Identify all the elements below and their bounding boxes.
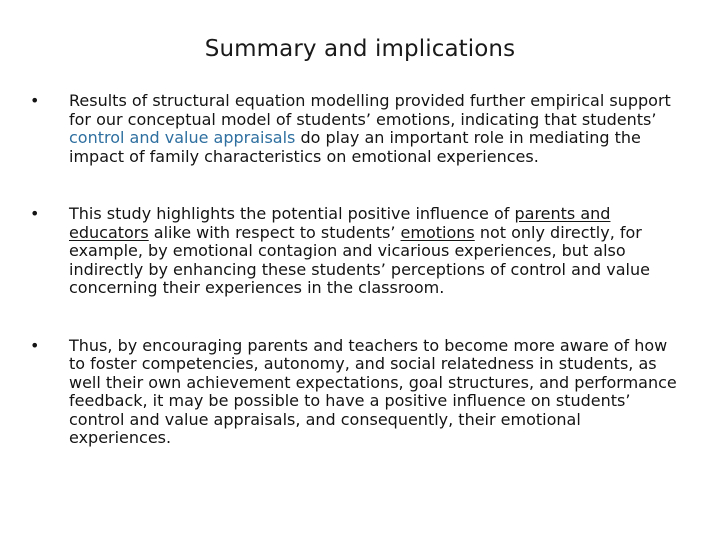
slide-title: Summary and implications — [204, 36, 516, 62]
bullet-2-text-end: not only directly, for example, by emotional contagion and vicarious experiences, but also indirectly by enhancing these students’ perceptions of control and value concerning their experiences in the classroom. — [69, 222, 650, 297]
bullet-item-1 — [30, 92, 680, 166]
bullet-2-underline-emotions: emotions — [400, 222, 475, 242]
bullet-dot-icon: • — [30, 204, 40, 223]
bullet-2-underline-parents: parents and educators — [69, 204, 611, 242]
bullet-1-text-start: Results of structural equation modelling provided further empirical support for our conceptual model of students’ emotions, indicating that students’ — [69, 91, 671, 129]
bullet-1-highlight: control and value appraisals — [69, 128, 296, 147]
bullet-dot-icon: • — [30, 335, 40, 355]
bullet-2-text-start: This study highlights the potential positive influence of — [69, 204, 515, 223]
bullet-2-text-middle: alike with respect to students’ — [148, 222, 401, 242]
bullet-item-3 — [30, 337, 680, 448]
bullet-1-text-end: do play an important role in mediating the impact of family characteristics on emotional experiences. — [69, 128, 641, 166]
bullet-dot-icon: • — [30, 91, 40, 110]
bullet-item-2 — [30, 205, 680, 298]
bullet-3-text: Thus, by encouraging parents and teachers to become more aware of how to foster competencies, autonomy, and social relatedness in students, as well their own achievement expectations, goal structures, and performance feedback, it may be possible to have a positive influence on students’ control and value appraisals, and consequently, their emotional experiences. — [69, 335, 677, 447]
bullet-list — [30, 92, 680, 448]
